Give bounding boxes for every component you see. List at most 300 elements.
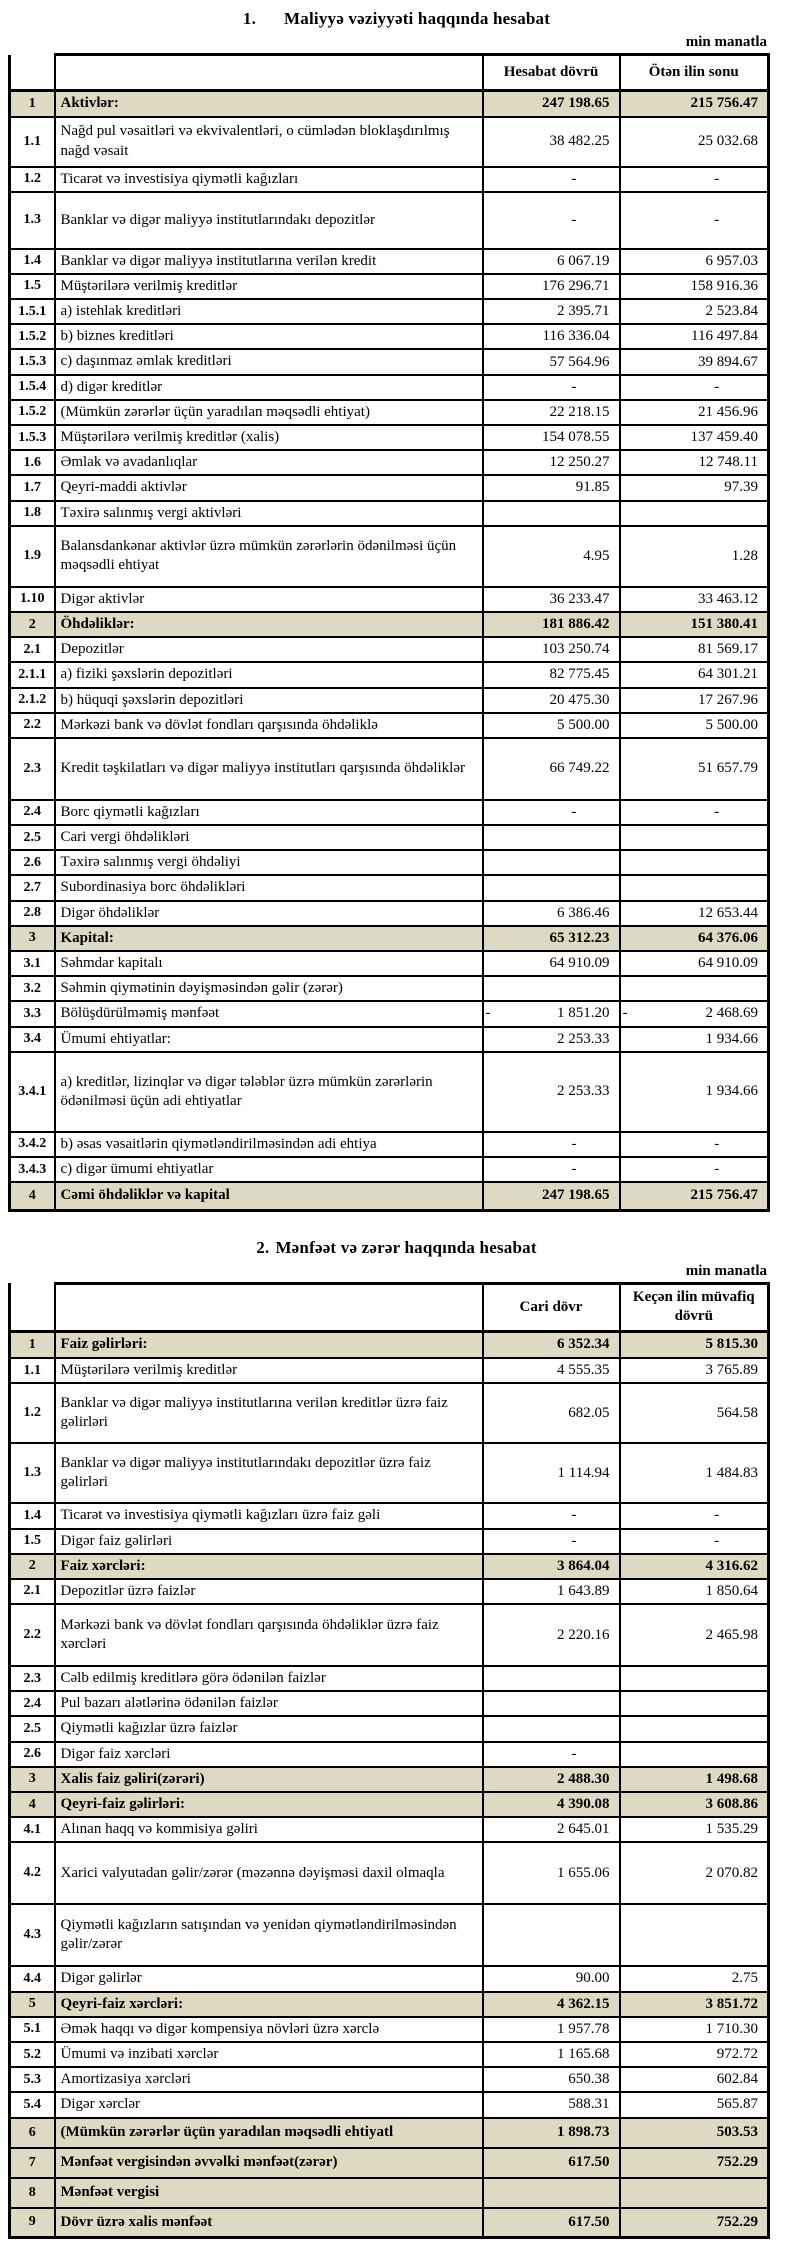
row-label: Təxirə salınmış vergi öhdəliyi — [55, 850, 483, 875]
row-number: 2 — [10, 612, 55, 637]
row-label: Cəlb edilmiş kreditlərə görə ödənilən faizlər — [55, 1666, 483, 1691]
row-number: 2.8 — [10, 901, 55, 926]
row-label: a) kreditlər, lizinqlər və digər tələblər üzrə mümkün zərərlərin ödənilməsi üçün adi ehtiyatlar — [55, 1052, 483, 1132]
value-current-period — [483, 2178, 620, 2208]
value-previous-period: 33 463.12 — [620, 587, 769, 612]
table-row — [10, 1001, 769, 1026]
row-label: Banklar və digər maliyyə institutlarındakı depozitlər üzrə faiz gəlirləri — [55, 1443, 483, 1503]
row-label: Qeyri-faiz xərcləri: — [55, 1992, 483, 2017]
value-current-period — [483, 1716, 620, 1741]
row-number: 2.1.2 — [10, 688, 55, 713]
row-label: c) daşınmaz əmlak kreditləri — [55, 349, 483, 374]
value-current-period — [483, 825, 620, 850]
row-number: 2.6 — [10, 850, 55, 875]
row-label: c) digər ümumi ehtiyatlar — [55, 1157, 483, 1182]
table-body — [10, 1331, 769, 2237]
statement2-title — [0, 1238, 793, 1258]
value-current-period: 176 296.71 — [483, 274, 620, 299]
statement-of-financial-position-table — [8, 53, 770, 1212]
row-number: 1.5.1 — [10, 299, 55, 324]
value-previous-period: 39 894.67 — [620, 349, 769, 374]
table-row — [10, 2017, 769, 2042]
table-row — [10, 612, 769, 637]
row-label: b) əsas vəsaitlərin qiymətləndirilməsindən adi ehtiya — [55, 1132, 483, 1157]
row-number: 5.2 — [10, 2042, 55, 2067]
row-label: Bölüşdürülməmiş mənfəət — [55, 1001, 483, 1026]
table-row — [10, 1767, 769, 1792]
value-previous-period: 564.58 — [620, 1383, 769, 1443]
value-current-period: 6 352.34 — [483, 1331, 620, 1358]
value-current-period — [483, 1904, 620, 1966]
value-previous-period: 1 498.68 — [620, 1767, 769, 1792]
value-previous-period: 5 815.30 — [620, 1331, 769, 1358]
corner-cell — [10, 55, 55, 91]
value-current-period: 90.00 — [483, 1966, 620, 1991]
table-row — [10, 192, 769, 249]
value-current-period: 2 253.33 — [483, 1027, 620, 1052]
table-row — [10, 450, 769, 475]
unit-label-1: min manatla — [685, 34, 767, 50]
row-label: Kredit təşkilatları və digər maliyyə institutları qarşısında öhdəliklər — [55, 738, 483, 800]
value-current-period: 617.50 — [483, 2148, 620, 2178]
value-previous-period — [620, 875, 769, 900]
row-number: 3 — [10, 926, 55, 951]
value-previous-period: 2.75 — [620, 1966, 769, 1991]
row-label: Faiz gəlirləri: — [55, 1331, 483, 1358]
value-previous-period: 25 032.68 — [620, 117, 769, 167]
value-previous-period: 12 653.44 — [620, 901, 769, 926]
row-number: 2.3 — [10, 1666, 55, 1691]
row-number: 1.2 — [10, 1383, 55, 1443]
value-current-period: - — [483, 1529, 620, 1554]
table-row — [10, 349, 769, 374]
row-label: Depozitlər üzrə faizlər — [55, 1579, 483, 1604]
value-current-period: 38 482.25 — [483, 117, 620, 167]
value-current-period: 4 555.35 — [483, 1358, 620, 1383]
table-row — [10, 274, 769, 299]
value-previous-period: 64 910.09 — [620, 951, 769, 976]
minus-sign: - — [485, 1005, 491, 1022]
value-previous-period: 1 484.83 — [620, 1443, 769, 1503]
column-header-current-period: Cari dövr — [483, 1283, 620, 1331]
table-row — [10, 1331, 769, 1358]
value-previous-period — [620, 825, 769, 850]
table-row — [10, 662, 769, 687]
value-previous-period: 12 748.11 — [620, 450, 769, 475]
value-previous-period: 1 934.66 — [620, 1052, 769, 1132]
table-row — [10, 1027, 769, 1052]
value-current-period: - — [483, 1132, 620, 1157]
statement2-title-text: Mənfəət və zərər haqqında hesabat — [275, 1237, 537, 1257]
table-row — [10, 976, 769, 1001]
row-number: 1.5.2 — [10, 324, 55, 349]
row-number: 1.6 — [10, 450, 55, 475]
table-row — [10, 800, 769, 825]
value-current-period: 588.31 — [483, 2092, 620, 2117]
table-row — [10, 2118, 769, 2148]
table-row — [10, 1529, 769, 1554]
table-row — [10, 926, 769, 951]
row-label: Ticarət və investisiya qiymətli kağızları üzrə faiz gəli — [55, 1503, 483, 1528]
label-header-cell — [55, 55, 483, 91]
value-previous-period: 21 456.96 — [620, 400, 769, 425]
table-row — [10, 249, 769, 274]
row-number: 1.5.3 — [10, 425, 55, 450]
row-label: Digər faiz gəlirləri — [55, 1529, 483, 1554]
row-number: 1.10 — [10, 587, 55, 612]
row-number: 4.2 — [10, 1842, 55, 1904]
row-number: 3 — [10, 1767, 55, 1792]
row-label: Digər faiz xərcləri — [55, 1742, 483, 1767]
unit-label-2: min manatla — [685, 1262, 767, 1279]
row-number: 1.5.3 — [10, 349, 55, 374]
value-current-period: 617.50 — [483, 2208, 620, 2238]
value-current-period — [483, 1691, 620, 1716]
value-previous-period: 752.29 — [620, 2148, 769, 2178]
table-row — [10, 713, 769, 738]
value-previous-period: 64 301.21 — [620, 662, 769, 687]
row-number: 2.5 — [10, 1716, 55, 1741]
value-previous-period: 3 608.86 — [620, 1792, 769, 1817]
row-number: 4 — [10, 1792, 55, 1817]
value-previous-period: - — [620, 192, 769, 249]
value-previous-period: - — [620, 1132, 769, 1157]
row-number: 1.4 — [10, 249, 55, 274]
corner-cell — [10, 1283, 55, 1331]
value-previous-period: 51 657.79 — [620, 738, 769, 800]
row-label: Müştərilərə verilmiş kreditlər (xalis) — [55, 425, 483, 450]
statement1-number: 1. — [242, 9, 257, 28]
row-number: 4.3 — [10, 1904, 55, 1966]
value-previous-period: 137 459.40 — [620, 425, 769, 450]
value-current-period: 6 067.19 — [483, 249, 620, 274]
table-row — [10, 324, 769, 349]
row-number: 1.8 — [10, 501, 55, 526]
row-number: 1.4 — [10, 1503, 55, 1528]
value-current-period: - — [483, 1503, 620, 1528]
row-label: Qiymətli kağızlar üzrə faizlər — [55, 1716, 483, 1741]
table-row — [10, 1691, 769, 1716]
header-row — [10, 55, 769, 91]
value-current-period: 154 078.55 — [483, 425, 620, 450]
value-previous-period — [620, 1691, 769, 1716]
row-label: Banklar və digər maliyyə institutlarındakı depozitlər — [55, 192, 483, 249]
table-row — [10, 688, 769, 713]
row-number: 1.1 — [10, 1358, 55, 1383]
value-current-period: 4.95 — [483, 526, 620, 587]
row-label: Digər xərclər — [55, 2092, 483, 2117]
row-label: Mərkəzi bank və dövlət fondları qarşısında öhdəliklə — [55, 713, 483, 738]
value-current-period: - — [483, 1742, 620, 1767]
row-label: Digər öhdəliklər — [55, 901, 483, 926]
value-current-period: - — [483, 167, 620, 192]
table-row — [10, 1966, 769, 1991]
row-label: a) istehlak kreditləri — [55, 299, 483, 324]
value-current-period: 66 749.22 — [483, 738, 620, 800]
row-label: Borc qiymətli kağızları — [55, 800, 483, 825]
row-label: Səhmin qiymətinin dəyişməsindən gəlir (zərər) — [55, 976, 483, 1001]
row-label: Depozitlər — [55, 637, 483, 662]
row-label: Balansdankənar aktivlər üzrə mümkün zərərlərin ödənilməsi üçün məqsədli ehtiyat — [55, 526, 483, 587]
table-row — [10, 875, 769, 900]
row-label: Xalis faiz gəliri(zərəri) — [55, 1767, 483, 1792]
row-label: Qiymətli kağızların satışından və yenidən qiymətləndirilməsindən gəlir/zərər — [55, 1904, 483, 1966]
value-previous-period: 215 756.47 — [620, 1182, 769, 1210]
value-current-period: 4 362.15 — [483, 1992, 620, 2017]
value-previous-period: 5 500.00 — [620, 713, 769, 738]
row-number: 3.3 — [10, 1001, 55, 1026]
value-previous-period: 2 465.98 — [620, 1604, 769, 1666]
table-row — [10, 1579, 769, 1604]
row-number: 5.3 — [10, 2067, 55, 2092]
row-label: Xarici valyutadan gəlir/zərər (məzənnə dəyişməsi daxil olmaqla — [55, 1842, 483, 1904]
row-label: Əmək haqqı və digər kompensiya növləri üzrə xərclə — [55, 2017, 483, 2042]
row-label: Əmlak və avadanlıqlar — [55, 450, 483, 475]
table-row — [10, 1554, 769, 1579]
value-current-period: 3 864.04 — [483, 1554, 620, 1579]
row-label: b) biznes kreditləri — [55, 324, 483, 349]
row-number: 3.1 — [10, 951, 55, 976]
row-number: 3.2 — [10, 976, 55, 1001]
value-previous-period — [620, 2178, 769, 2208]
table-row — [10, 1992, 769, 2017]
table-row — [10, 501, 769, 526]
value-previous-period: - — [620, 167, 769, 192]
table-row — [10, 1157, 769, 1182]
statement1-title-text: Maliyyə vəziyyəti haqqında hesabat — [284, 9, 551, 28]
table-row — [10, 1052, 769, 1132]
profit-and-loss-table — [8, 1282, 770, 2239]
row-number: 2.3 — [10, 738, 55, 800]
row-label: Subordinasiya borc öhdəlikləri — [55, 875, 483, 900]
row-number: 2.1 — [10, 637, 55, 662]
table-row — [10, 2067, 769, 2092]
row-number: 1.7 — [10, 475, 55, 500]
row-number: 1.5 — [10, 274, 55, 299]
value-current-period: 82 775.45 — [483, 662, 620, 687]
row-number: 2.1.1 — [10, 662, 55, 687]
value-previous-period: 81 569.17 — [620, 637, 769, 662]
statement2-number: 2. — [256, 1237, 270, 1257]
value-previous-period — [620, 1001, 769, 1026]
value-current-period: 2 645.01 — [483, 1817, 620, 1842]
row-number: 1.5.4 — [10, 375, 55, 400]
value-current-period: 2 220.16 — [483, 1604, 620, 1666]
value-current-period: - — [483, 375, 620, 400]
row-label: Səhmdar kapitalı — [55, 951, 483, 976]
row-number: 4 — [10, 1182, 55, 1210]
table-row — [10, 167, 769, 192]
table-row — [10, 1904, 769, 1966]
table-row — [10, 299, 769, 324]
value-current-period: 682.05 — [483, 1383, 620, 1443]
row-label: Qeyri-maddi aktivlər — [55, 475, 483, 500]
table-row — [10, 1358, 769, 1383]
table-body — [10, 91, 769, 1211]
row-number: 2.7 — [10, 875, 55, 900]
value-previous-period: 1.28 — [620, 526, 769, 587]
value-current-period — [483, 1001, 620, 1026]
row-label: Faiz xərcləri: — [55, 1554, 483, 1579]
row-label: Banklar və digər maliyyə institutlarına verilən kreditlər üzrə faiz gəlirləri — [55, 1383, 483, 1443]
table-row — [10, 2042, 769, 2067]
value-previous-period — [620, 1666, 769, 1691]
row-label: b) hüquqi şəxslərin depozitləri — [55, 688, 483, 713]
row-number: 1.1 — [10, 117, 55, 167]
value-current-period: 5 500.00 — [483, 713, 620, 738]
value-current-period: - — [483, 1157, 620, 1182]
row-number: 3.4.1 — [10, 1052, 55, 1132]
row-number: 2.6 — [10, 1742, 55, 1767]
row-label: Dövr üzrə xalis mənfəət — [55, 2208, 483, 2238]
value-previous-period: 4 316.62 — [620, 1554, 769, 1579]
row-number: 5.1 — [10, 2017, 55, 2042]
row-number: 1.2 — [10, 167, 55, 192]
row-number: 1.5 — [10, 1529, 55, 1554]
row-label: Banklar və digər maliyyə institutlarına verilən kredit — [55, 249, 483, 274]
table-row — [10, 850, 769, 875]
table-row — [10, 637, 769, 662]
row-number: 1.9 — [10, 526, 55, 587]
table-row — [10, 526, 769, 587]
value-previous-period: 3 765.89 — [620, 1358, 769, 1383]
value-current-period: 247 198.65 — [483, 1182, 620, 1210]
table-row — [10, 1182, 769, 1210]
value-current-period: 2 253.33 — [483, 1052, 620, 1132]
table-row — [10, 1383, 769, 1443]
row-number: 2.5 — [10, 825, 55, 850]
table-row — [10, 375, 769, 400]
value-current-period: 2 488.30 — [483, 1767, 620, 1792]
value-previous-period: 1 934.66 — [620, 1027, 769, 1052]
value-previous-period: 1 710.30 — [620, 2017, 769, 2042]
row-label: Ümumi ehtiyatlar: — [55, 1027, 483, 1052]
value-previous-period: 215 756.47 — [620, 91, 769, 117]
row-number: 3.4.3 — [10, 1157, 55, 1182]
value-previous-period: 6 957.03 — [620, 249, 769, 274]
value-current-period: 1 165.68 — [483, 2042, 620, 2067]
table-row — [10, 117, 769, 167]
row-number: 1.3 — [10, 192, 55, 249]
value-current-period: 103 250.74 — [483, 637, 620, 662]
row-number: 3.4 — [10, 1027, 55, 1052]
value-current-period: 1 643.89 — [483, 1579, 620, 1604]
value-current-period: - — [483, 192, 620, 249]
row-number: 4.1 — [10, 1817, 55, 1842]
row-label: Cari vergi öhdəlikləri — [55, 825, 483, 850]
row-label: (Mümkün zərərlər üçün yaradılan məqsədli ehtiyatl — [55, 2118, 483, 2148]
value-previous-period: 158 916.36 — [620, 274, 769, 299]
value-current-period: 181 886.42 — [483, 612, 620, 637]
value-text: 1 851.20 — [557, 1005, 610, 1022]
table-row — [10, 1742, 769, 1767]
value-previous-period — [620, 501, 769, 526]
row-label: Nağd pul vəsaitləri və ekvivalentləri, o cümlədən bloklaşdırılmış nağd vəsait — [55, 117, 483, 167]
table-row — [10, 1666, 769, 1691]
table-row — [10, 1842, 769, 1904]
row-label: a) fiziki şəxslərin depozitləri — [55, 662, 483, 687]
table-row — [10, 1792, 769, 1817]
value-previous-period: 503.53 — [620, 2118, 769, 2148]
value-current-period: 57 564.96 — [483, 349, 620, 374]
table-row — [10, 400, 769, 425]
table-row — [10, 1443, 769, 1503]
row-number: 9 — [10, 2208, 55, 2238]
value-previous-period — [620, 1716, 769, 1741]
value-previous-period: 3 851.72 — [620, 1992, 769, 2017]
column-header-current-period: Hesabat dövrü — [483, 55, 620, 91]
column-header-previous-period: Ötən ilin sonu — [620, 55, 769, 91]
row-number: 1.5.2 — [10, 400, 55, 425]
value-previous-period: 151 380.41 — [620, 612, 769, 637]
value-current-period — [483, 1666, 620, 1691]
statement1-title — [0, 0, 793, 29]
value-previous-period: 2 523.84 — [620, 299, 769, 324]
value-current-period — [483, 850, 620, 875]
row-label: Mərkəzi bank və dövlət fondları qarşısında öhdəliklər üzrə faiz xərcləri — [55, 1604, 483, 1666]
value-current-period: 1 655.06 — [483, 1842, 620, 1904]
value-previous-period: 17 267.96 — [620, 688, 769, 713]
column-header-previous-period: Keçən ilin müvafiq dövrü — [620, 1283, 769, 1331]
value-current-period: - — [483, 800, 620, 825]
value-current-period: 4 390.08 — [483, 1792, 620, 1817]
row-number: 8 — [10, 2178, 55, 2208]
value-previous-period: 2 070.82 — [620, 1842, 769, 1904]
row-label: (Mümkün zərərlər üçün yaradılan məqsədli ehtiyat) — [55, 400, 483, 425]
value-previous-period: 565.87 — [620, 2092, 769, 2117]
row-label: Digər aktivlər — [55, 587, 483, 612]
value-previous-period: 1 850.64 — [620, 1579, 769, 1604]
value-previous-period: 116 497.84 — [620, 324, 769, 349]
value-current-period — [483, 501, 620, 526]
minus-sign: - — [622, 1005, 628, 1022]
value-current-period — [483, 875, 620, 900]
row-label: Öhdəliklər: — [55, 612, 483, 637]
row-label: Cəmi öhdəliklər və kapital — [55, 1182, 483, 1210]
table-row — [10, 1132, 769, 1157]
value-current-period: 36 233.47 — [483, 587, 620, 612]
table-row — [10, 425, 769, 450]
value-previous-period: 64 376.06 — [620, 926, 769, 951]
value-current-period: 1 957.78 — [483, 2017, 620, 2042]
value-current-period: 650.38 — [483, 2067, 620, 2092]
value-previous-period: 602.84 — [620, 2067, 769, 2092]
table-row — [10, 738, 769, 800]
row-label: d) digər kreditlər — [55, 375, 483, 400]
row-label: Ümumi və inzibati xərclər — [55, 2042, 483, 2067]
table-row — [10, 1503, 769, 1528]
value-current-period — [483, 976, 620, 1001]
table-row — [10, 2148, 769, 2178]
row-label: Müştərilərə verilmiş kreditlər — [55, 274, 483, 299]
row-number: 2.1 — [10, 1579, 55, 1604]
table-row — [10, 1716, 769, 1741]
value-text: 2 468.69 — [705, 1005, 758, 1022]
row-label: Digər gəlirlər — [55, 1966, 483, 1991]
table-row — [10, 2178, 769, 2208]
table-row — [10, 951, 769, 976]
value-previous-period: - — [620, 1157, 769, 1182]
row-number: 2.2 — [10, 713, 55, 738]
row-number: 2.4 — [10, 800, 55, 825]
value-current-period: 20 475.30 — [483, 688, 620, 713]
value-previous-period: 97.39 — [620, 475, 769, 500]
row-number: 1.3 — [10, 1443, 55, 1503]
row-number: 3.4.2 — [10, 1132, 55, 1157]
table-row — [10, 2092, 769, 2117]
table-row — [10, 901, 769, 926]
value-current-period: 1 898.73 — [483, 2118, 620, 2148]
